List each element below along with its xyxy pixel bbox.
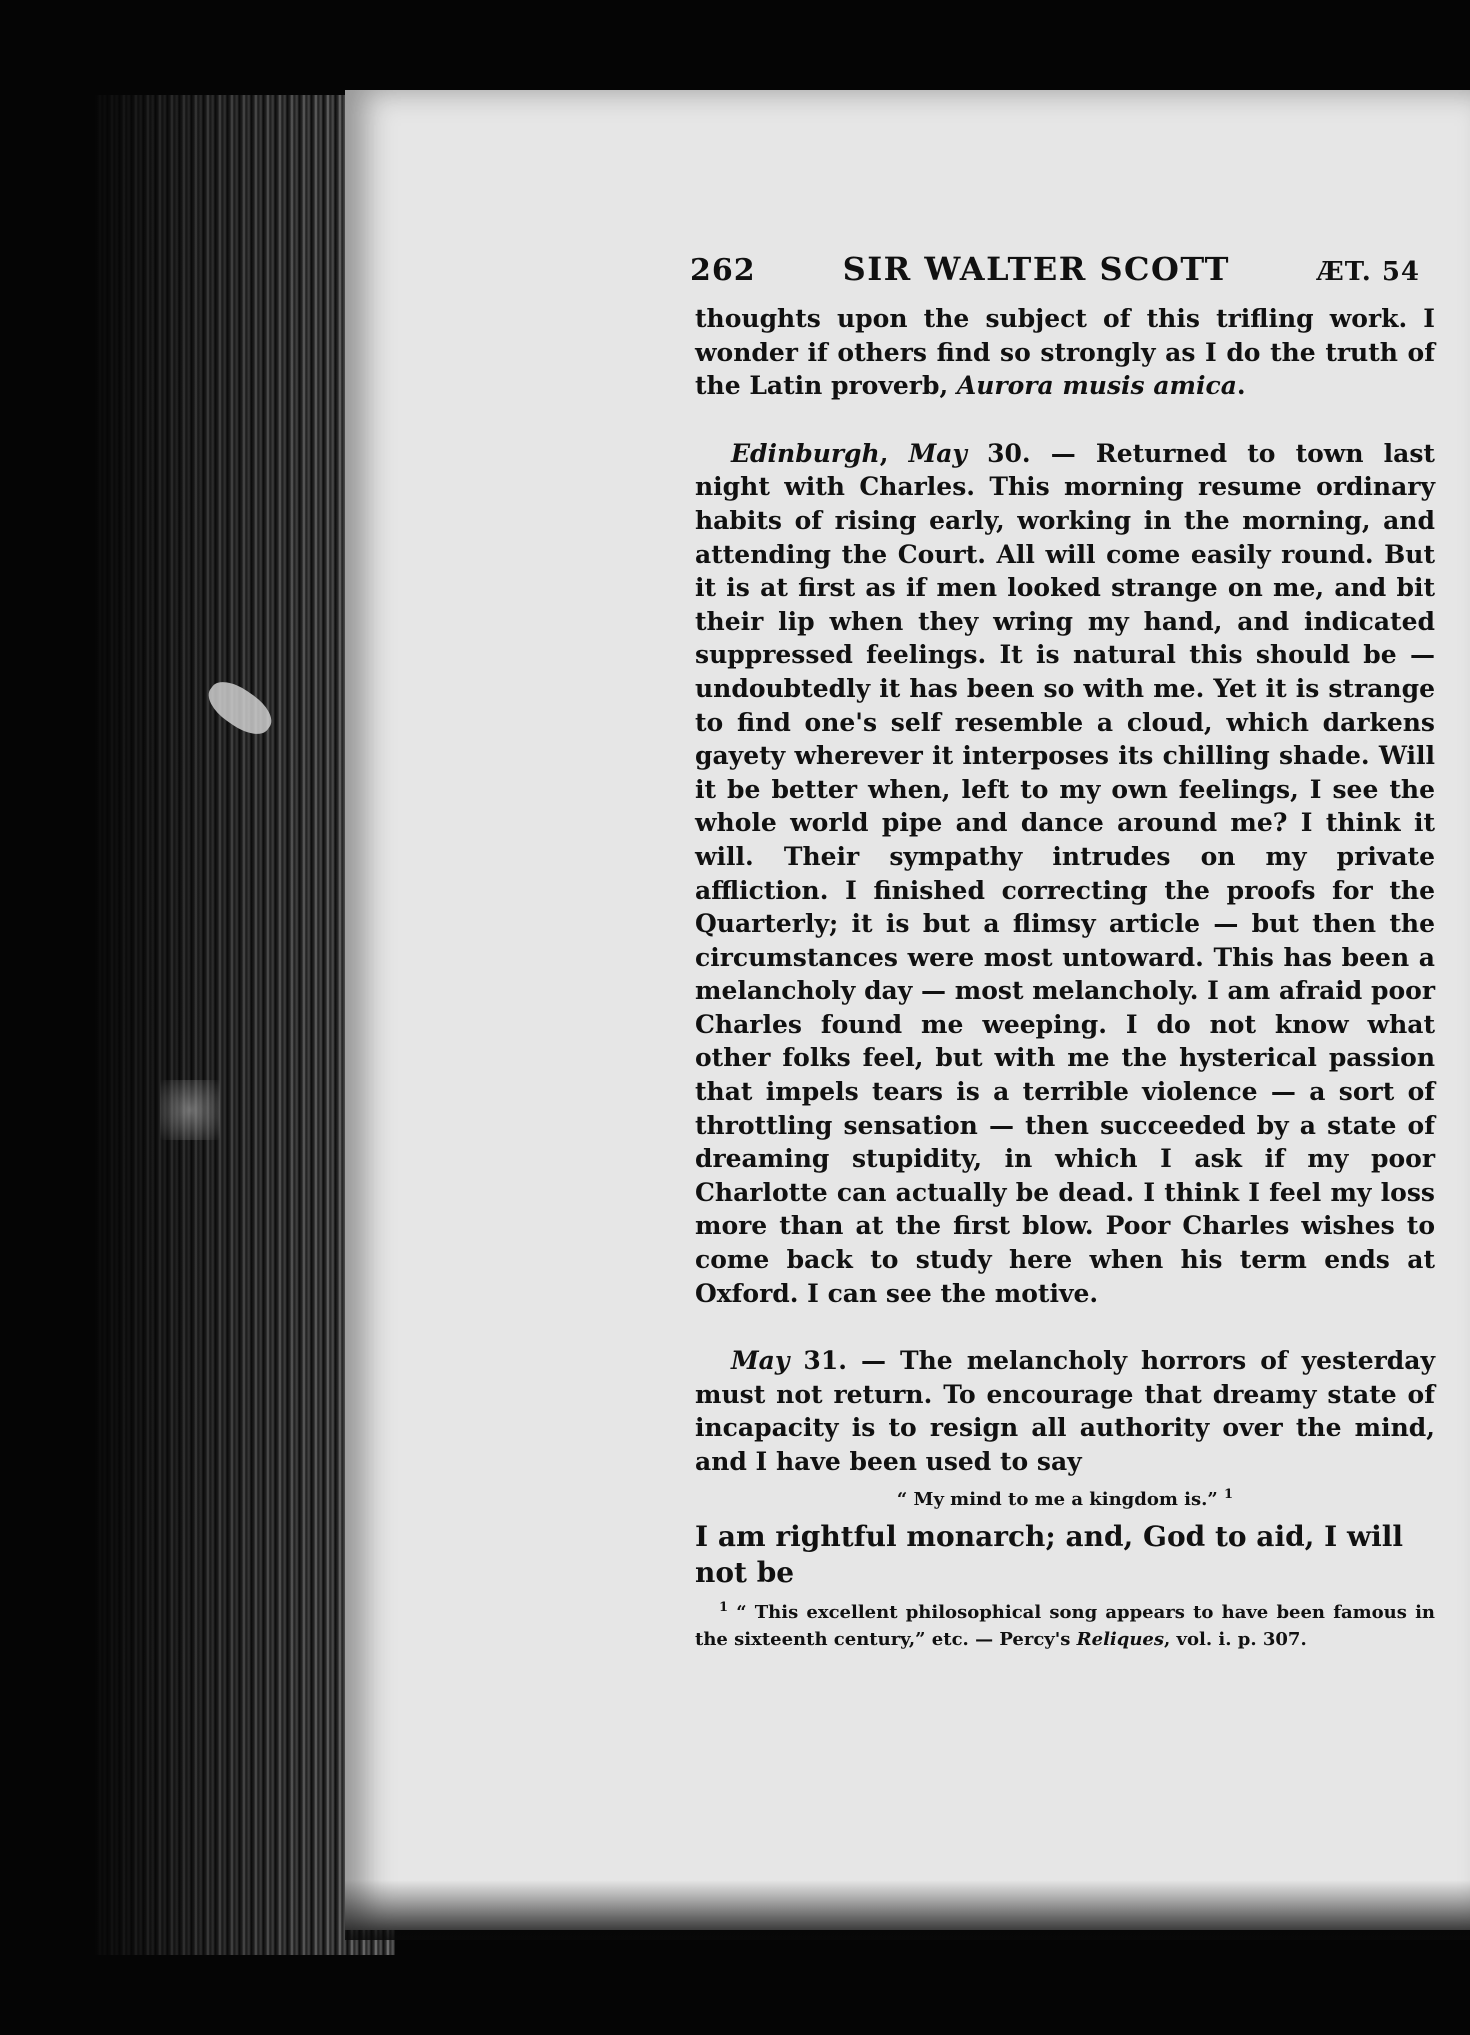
quote-text: “ My mind to me a kingdom is.” <box>896 1488 1218 1510</box>
paragraph <box>695 302 1435 403</box>
scan-smudge <box>160 1080 220 1140</box>
footnote-book-title: Reliques <box>1076 1628 1165 1650</box>
entry-month: May <box>731 1346 790 1376</box>
entry-text: The melancholy horrors of yesterday must not return. To encourage that dreamy state of incapacity is to resign all authority over the mind, and I have been used to say <box>695 1346 1435 1476</box>
entry-separator: , <box>879 438 909 468</box>
running-title: SIR WALTER SCOTT <box>842 250 1230 288</box>
footnote-text: “ This excellent philosophical song appears to have been famous in the sixteenth century,” etc. — Percy's <box>695 1601 1435 1650</box>
entry-date: 31. — <box>789 1346 900 1376</box>
entry-place: Edinburgh <box>731 438 880 468</box>
entry-text: Returned to town last night with Charles. This morning resume ordinary habits of rising early, working in the morning, and attending the Court. All will come easily round. But it is at first as if men looked strange on me, and bit their lip when they wring my hand, and indicated suppressed feelings. It is natural this should be — undoubtedly it has been so with me. Yet it is strange to find one's self resemble a cloud, which darkens gayety wherever it interposes its chilling shade. Will it be better when, left to my own feelings, I see the whole world pipe and dance around me? I think it will. Their sympathy intrudes on my private affliction. I finished correcting the proofs for the Quarterly; it is but a flimsy article — but then the circumstances were most untoward. This has been a melancholy day — most melancholy. I am afraid poor Charles found me weeping. I do not know what other folks feel, but with me the hysterical passion that impels tears is a terrible violence — a sort of throttling sensation — then succeeded by a state of dreaming stupidity, in which I ask if my poor Charlotte can actually be dead. I think I feel my loss more than at the first blow. Poor Charles wishes to come back to study here when his term ends at Oxford. I can see the motive. <box>695 438 1435 1308</box>
age-label: ÆT. 54 <box>1316 257 1420 287</box>
verse-quote <box>695 1485 1435 1515</box>
footnote <box>695 1599 1435 1653</box>
paragraph-text: . <box>1236 371 1246 401</box>
journal-entry <box>695 437 1435 1310</box>
latin-proverb: Aurora musis amica <box>956 371 1237 401</box>
footnote-reference: 1 <box>1224 1486 1234 1502</box>
page-bottom-shadow <box>345 1880 1470 1940</box>
footnote-marker: 1 <box>719 1599 729 1615</box>
page-number: 262 <box>690 253 756 288</box>
page-body <box>695 302 1435 1653</box>
paragraph-continuation: I am rightful monarch; and, God to aid, I will not be <box>695 1519 1404 1589</box>
entry-date: 30. — <box>966 438 1096 468</box>
entry-month: May <box>908 438 967 468</box>
footnote-text: , vol. i. p. 307. <box>1164 1628 1307 1650</box>
journal-entry <box>695 1344 1435 1478</box>
paragraph-text: thoughts upon the subject of this trifling work. I wonder if others find so strongly as I do the truth of the Latin proverb, <box>695 304 1435 401</box>
running-head <box>690 250 1420 300</box>
